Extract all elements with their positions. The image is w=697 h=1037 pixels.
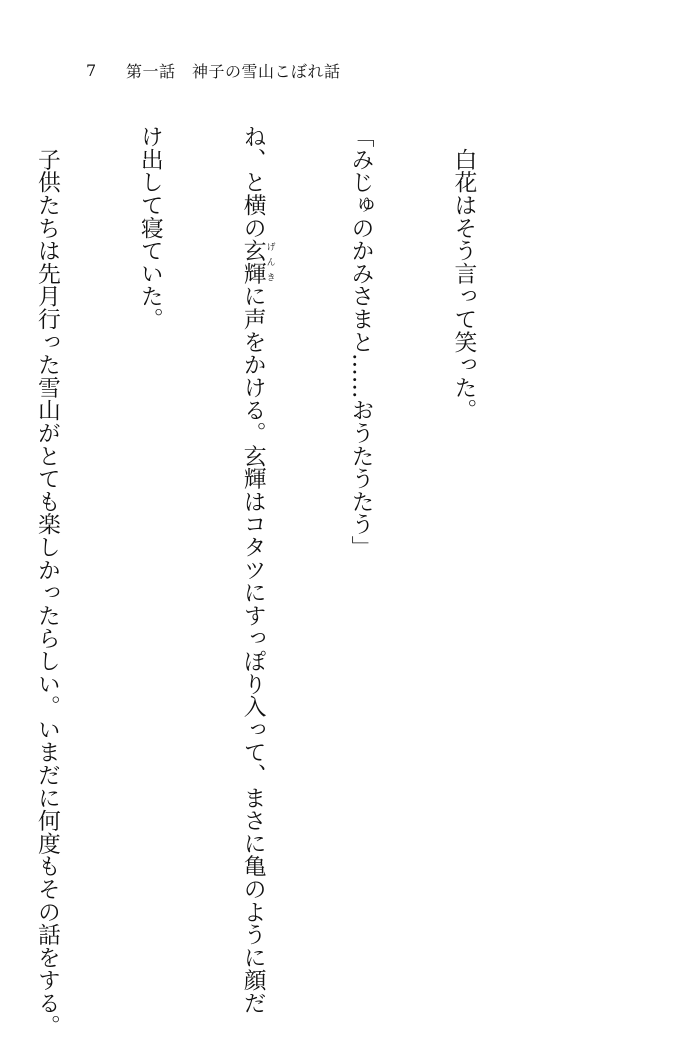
text-line: け出して寝ていた。 <box>136 125 163 331</box>
text-line: 白花はそう言って笑った。 <box>450 125 477 422</box>
text-line: 「みじゅのかみさまと……おうたうたう」 <box>347 125 374 559</box>
ruby-annotated-word: 玄輝 げんき <box>239 239 275 285</box>
text-line: ね、と横の玄輝 げんきに声をかける。玄輝はコタツにすっぽり入って、まさに亀のように顔だ <box>239 125 275 1015</box>
page-number: 7 <box>86 60 97 80</box>
running-header <box>86 57 341 83</box>
chapter-title: 第一話 神子の雪山こぼれ話 <box>126 61 341 81</box>
vertical-body-text <box>0 125 549 1037</box>
text-line: 子供たちは先月行った雪山がとても楽しかったらしい。いまだに何度もその話をする。 <box>33 125 60 1037</box>
ruby-reading: げんき <box>264 239 275 285</box>
